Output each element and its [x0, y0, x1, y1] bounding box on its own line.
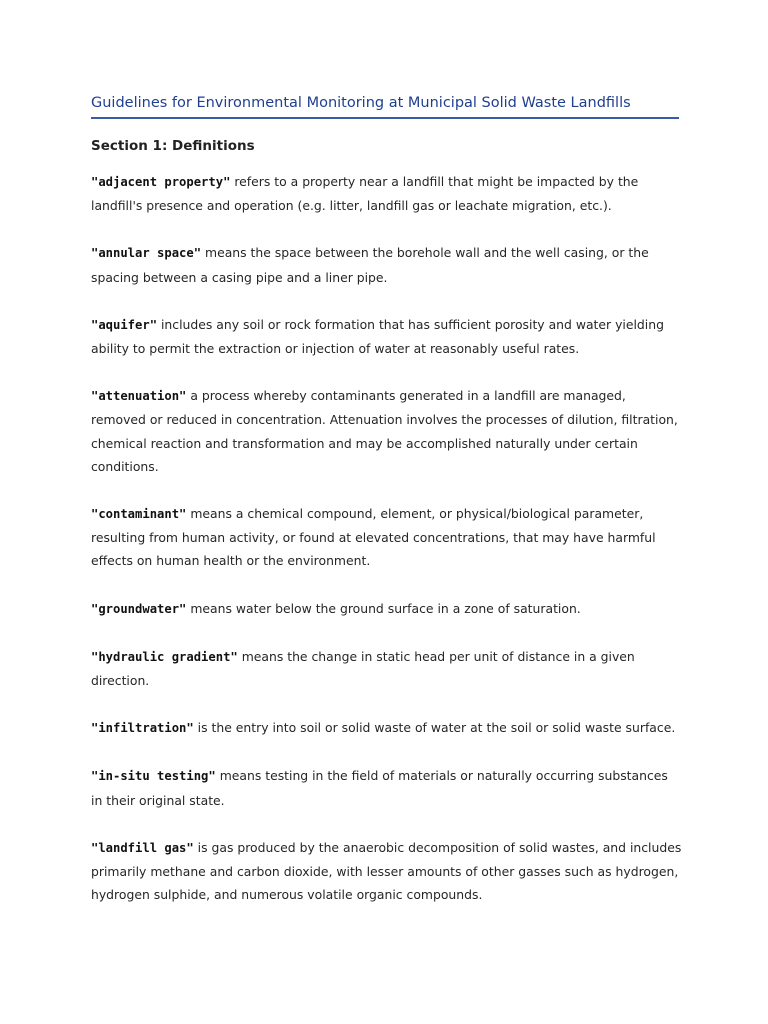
- definitions-list: [91, 170, 680, 906]
- definition-text: means the change in static head per unit of distance in a given direction.: [91, 648, 635, 689]
- definition-text: is the entry into soil or solid waste of water at the soil or solid waste surface.: [193, 720, 676, 736]
- definition-contaminant: [91, 502, 683, 573]
- definition-term: "infiltration": [91, 721, 194, 736]
- definition-text: is gas produced by the anaerobic decomposition of solid wastes, and includes primarily methane and carbon dioxide, with lesser amounts of other gasses such as hydrogen, hydrogen sulphide, and numerous volatile organic compounds.: [91, 839, 682, 903]
- definition-term: "landfill gas": [91, 840, 194, 855]
- definition-text: means a chemical compound, element, or physical/biological parameter, resulting from human activity, or found at elevated concentrations, that may have harmful effects on human health or the environment.: [91, 506, 656, 569]
- document-title: Guidelines for Environmental Monitoring at Municipal Solid Waste Landfills: [91, 93, 679, 119]
- definition-landfill-gas: [91, 836, 683, 907]
- definition-term: "adjacent property": [91, 175, 231, 189]
- definition-term: "contaminant": [91, 507, 187, 522]
- definition-term: "aquifer": [91, 317, 158, 332]
- definition-groundwater: [91, 597, 683, 621]
- section-heading: Section 1: Definitions: [91, 138, 255, 154]
- definition-aquifer: [91, 313, 683, 360]
- definition-text: a process whereby contaminants generated in a landfill are managed, removed or reduced in concentration. Attenuation involves the processes of dilution, filtration, chemical reaction and transformation and may be accomplished naturally under certain conditions.: [91, 388, 678, 474]
- definition-in-situ-testing: [91, 764, 683, 811]
- definition-term: "hydraulic gradient": [91, 649, 238, 664]
- definition-hydraulic-gradient: [91, 645, 683, 692]
- definition-term: "groundwater": [91, 601, 187, 616]
- definition-adjacent-property: [91, 170, 683, 217]
- definition-text: means testing in the field of materials or naturally occurring substances in their original state.: [91, 768, 668, 808]
- definition-infiltration: [91, 716, 683, 740]
- definition-term: "annular space": [91, 246, 202, 261]
- definition-term: "in-situ testing": [91, 769, 216, 784]
- definition-text: includes any soil or rock formation that has sufficient porosity and water yielding ability to permit the extraction or injection of water at reasonably useful rates.: [91, 316, 664, 357]
- definition-text: refers to a property near a landfill that might be impacted by the landfill's presence and operation (e.g. litter, landfill gas or leachate migration, etc.).: [91, 174, 639, 214]
- definition-text: means the space between the borehole wall and the well casing, or the spacing between a casing pipe and a liner pipe.: [91, 245, 649, 285]
- definition-attenuation: [91, 384, 683, 478]
- definition-annular-space: [91, 241, 683, 288]
- definition-text: means water below the ground surface in a zone of saturation.: [186, 600, 581, 616]
- definition-term: "attenuation": [91, 389, 187, 404]
